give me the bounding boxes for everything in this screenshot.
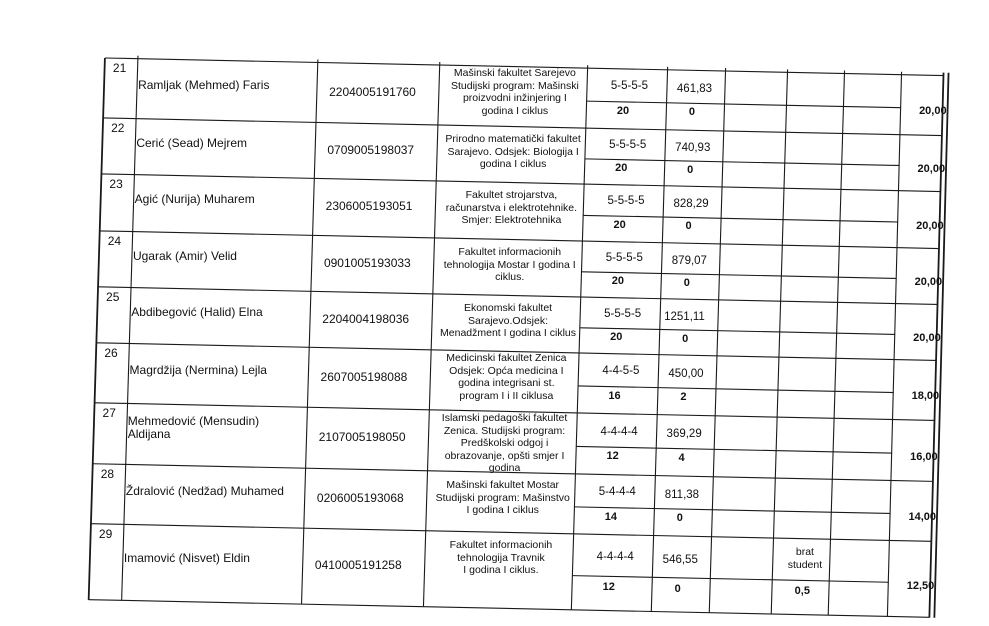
points-extra: 0 xyxy=(687,163,694,176)
study-program xyxy=(439,133,587,171)
study-program-line: Odsjek: Opća medicina I xyxy=(449,364,564,377)
points-extra: 0 xyxy=(685,220,692,233)
study-program-line: Fakultet informacionih xyxy=(458,246,562,259)
points-extra: 0 xyxy=(682,332,689,345)
total-points: 14,00 xyxy=(908,511,937,524)
study-program-line: program I i II ciklusa xyxy=(459,389,554,402)
points-grades: 20 xyxy=(611,274,625,287)
grade-sequence: 5-5-5-5 xyxy=(607,195,645,208)
total-points: 18,00 xyxy=(911,390,940,403)
study-program-line: Mašinski fakultet Sarejevo xyxy=(453,67,576,80)
student-name: Ždralović (Nedžad) Muhamed xyxy=(125,483,284,498)
study-program xyxy=(427,539,575,577)
grade-sequence: 5-5-5-5 xyxy=(604,308,642,321)
grid-line xyxy=(578,386,893,393)
study-program-line: Sarajevo.Odsjek: xyxy=(468,314,549,327)
grid-line xyxy=(302,59,318,604)
student-name: Mehmedović (Mensudin) Aldijana xyxy=(127,414,260,442)
points-grades: 14 xyxy=(604,510,617,523)
study-program-line: godina I ciklus xyxy=(479,158,547,171)
study-program xyxy=(434,302,582,340)
points-extra: 0 xyxy=(683,276,690,289)
student-id: 2607005198088 xyxy=(320,369,408,384)
grid-line xyxy=(582,272,897,279)
study-program-line: Fakultet informacionih xyxy=(449,539,553,552)
amount-value: 461,83 xyxy=(676,83,713,96)
study-program-line: Predškolski odgoj i xyxy=(460,437,549,450)
study-program-line: proizvodni inžinjering I xyxy=(462,92,567,105)
student-name: Cerić (Sead) Mejrem xyxy=(136,135,248,150)
amount-value: 879,07 xyxy=(671,254,707,267)
note-line: brat xyxy=(795,546,814,559)
study-program xyxy=(437,189,585,227)
study-program xyxy=(432,352,580,402)
total-points: 20,00 xyxy=(917,162,946,175)
student-id: 2306005193051 xyxy=(325,199,413,214)
grid-line xyxy=(575,507,891,514)
points-grades: 20 xyxy=(613,218,626,231)
total-points: 20,00 xyxy=(916,219,944,232)
study-program-line: ciklus. xyxy=(495,271,525,284)
student-name: Agić (Nurija) Muharem xyxy=(134,192,255,207)
study-program-line: računarstva i elektrotehnike. xyxy=(445,201,578,214)
note-line: student xyxy=(787,558,823,571)
study-program-line: Smjer: Elektrotehnika xyxy=(461,214,562,227)
points-grades: 20 xyxy=(616,104,630,117)
row-number: 22 xyxy=(111,121,125,136)
grid-line xyxy=(89,600,930,618)
grid-line xyxy=(577,446,893,453)
row-number: 23 xyxy=(109,177,123,192)
study-program-line: Menadžment I godina I ciklus xyxy=(440,327,577,340)
study-program-line: I godina I ciklus xyxy=(466,504,539,517)
points-grades: 12 xyxy=(606,450,619,463)
grade-sequence: 4-4-4-4 xyxy=(600,425,638,438)
grade-sequence: 5-5-5-5 xyxy=(605,252,643,265)
grid-line xyxy=(585,159,899,166)
student-id: 0901005193033 xyxy=(323,255,411,270)
amount-value: 740,93 xyxy=(675,141,711,154)
points-extra: 0 xyxy=(688,106,696,119)
total-points: 20,00 xyxy=(914,275,943,288)
total-points: 20,00 xyxy=(913,331,941,344)
study-program-line: Fakultet strojarstva, xyxy=(465,189,558,202)
row-number: 28 xyxy=(100,467,115,482)
student-name: Ramljak (Mehmed) Faris xyxy=(138,77,270,92)
row-number: 26 xyxy=(104,346,118,361)
student-id: 0709005198037 xyxy=(327,142,415,157)
study-program-line: I godina I ciklus. xyxy=(463,564,539,577)
student-id: 0410005191258 xyxy=(314,557,402,572)
note-points: 0,5 xyxy=(794,585,810,598)
total-points: 16,00 xyxy=(910,450,938,463)
student-id: 2107005198050 xyxy=(318,430,406,445)
study-program-line: Zenica. Studijski program: xyxy=(443,424,566,437)
amount-value: 546,55 xyxy=(662,553,698,566)
points-extra: 0 xyxy=(674,582,681,595)
student-name: Magrdžija (Nermina) Lejla xyxy=(129,362,267,377)
grid-line xyxy=(709,68,725,613)
study-program-line: obrazovanje, opšti smjer I xyxy=(444,449,565,462)
student-id: 0206005193068 xyxy=(316,490,404,505)
grade-sequence: 5-4-4-4 xyxy=(598,486,636,499)
student-name: Imamović (Nisvet) Eldin xyxy=(123,550,250,565)
grid-line xyxy=(583,215,898,222)
grid-line xyxy=(580,328,895,335)
grid-line xyxy=(587,101,901,108)
study-program-line: Medicinski fakultet Zenica xyxy=(446,352,567,365)
grid-line xyxy=(651,67,667,612)
study-program xyxy=(441,67,589,117)
grid-line xyxy=(828,71,844,616)
grid-line xyxy=(887,72,901,617)
total-points: 12,50 xyxy=(906,580,935,593)
amount-value: 450,00 xyxy=(668,368,704,381)
study-program-line: Sarajevo. Odsjek: Biologija I xyxy=(447,145,579,158)
study-program xyxy=(431,412,579,475)
student-id: 2204005191760 xyxy=(329,84,416,99)
amount-value: 811,38 xyxy=(664,489,700,502)
grid-line xyxy=(89,58,105,600)
row-number: 21 xyxy=(112,61,127,76)
note-text xyxy=(776,546,834,571)
student-id: 2204004198036 xyxy=(322,311,410,326)
row-number: 29 xyxy=(98,527,113,542)
study-program-line: godina integrisani st. xyxy=(458,377,555,390)
points-grades: 12 xyxy=(602,581,615,594)
points-grades: 20 xyxy=(610,330,623,343)
study-program-line: godina I ciklus xyxy=(481,104,549,117)
student-name: Ugarak (Amir) Velid xyxy=(132,248,237,263)
study-program-line: Studijski program: Mašinstvo xyxy=(435,491,570,504)
grade-sequence: 4-4-4-4 xyxy=(596,551,634,564)
study-program-line: godina xyxy=(488,462,521,475)
grid-line xyxy=(573,576,889,583)
row-number: 24 xyxy=(107,234,122,249)
study-program-line: Islamski pedagoški fakultet xyxy=(441,412,568,425)
study-program-line: Prirodno matematički fakultet xyxy=(445,133,581,146)
points-extra: 0 xyxy=(676,512,683,525)
total-points: 20,00 xyxy=(919,105,947,118)
points-grades: 16 xyxy=(608,389,621,402)
amount-value: 1251,11 xyxy=(664,310,705,323)
student-name: Abdibegović (Halid) Elna xyxy=(131,304,263,319)
grid-line xyxy=(771,69,787,614)
study-program-line: tehnologija Mostar I godina I xyxy=(443,258,576,271)
grade-sequence: 5-5-5-5 xyxy=(609,139,647,152)
study-program-line: Ekonomski fakultet xyxy=(463,302,553,315)
points-extra: 4 xyxy=(678,451,685,464)
amount-value: 369,29 xyxy=(666,428,702,441)
points-extra: 2 xyxy=(680,391,687,404)
study-program xyxy=(436,246,584,284)
study-program-line: Studijski program: Mašinski xyxy=(451,79,579,92)
row-number: 27 xyxy=(102,406,116,421)
study-program-line: Mašinski fakultet Mostar xyxy=(446,479,560,492)
study-program-line: tehnologija Travnik xyxy=(457,551,545,564)
study-program xyxy=(429,479,577,517)
amount-value: 828,29 xyxy=(673,198,709,211)
grade-sequence: 5-5-5-5 xyxy=(610,80,648,93)
row-number: 25 xyxy=(106,290,120,305)
grade-sequence: 4-4-5-5 xyxy=(602,365,640,378)
points-grades: 20 xyxy=(615,161,628,174)
